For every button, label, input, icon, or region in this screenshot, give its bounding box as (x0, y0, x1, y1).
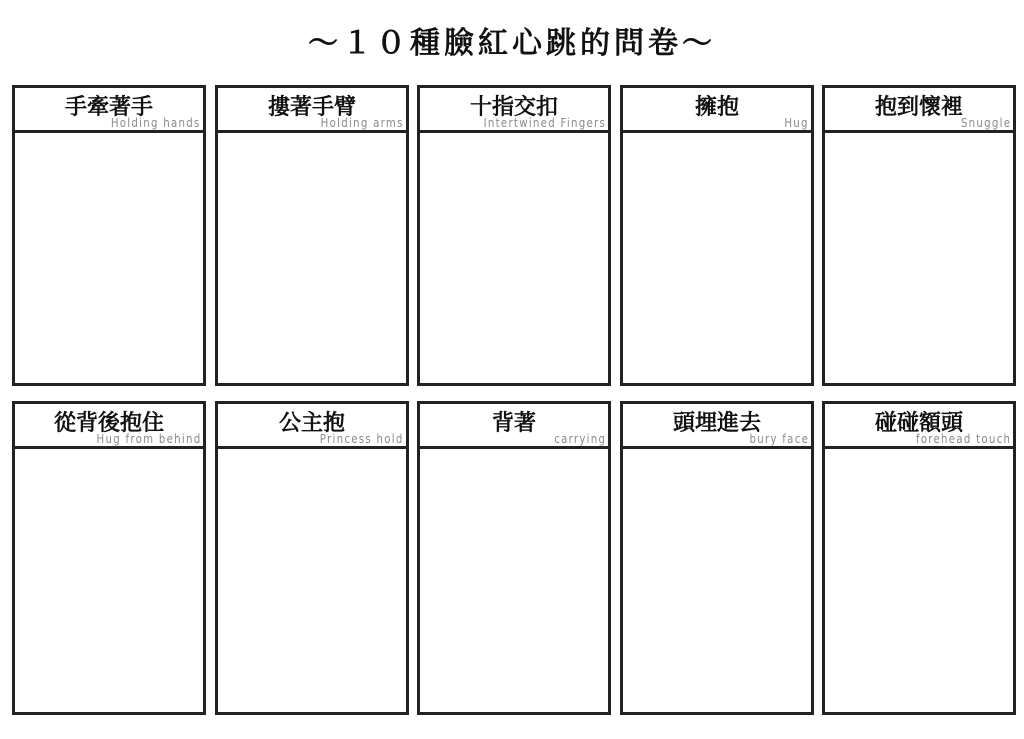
card-title: 摟著手臂 (267, 95, 356, 120)
card-subtitle: Intertwined Fingers (483, 116, 606, 130)
card-subtitle: forehead touch (915, 432, 1011, 446)
drawing-area (825, 449, 1013, 712)
card-subtitle: Hug (784, 116, 809, 130)
card-title: 抱到懷裡 (874, 95, 963, 120)
drawing-area (15, 133, 203, 383)
card-header (15, 88, 203, 133)
card-header (420, 88, 608, 133)
drawing-area (825, 133, 1013, 383)
card-header (825, 88, 1013, 133)
card-bury-face (620, 401, 814, 715)
card-forehead-touch (822, 401, 1016, 715)
drawing-area (218, 133, 406, 383)
drawing-area (420, 133, 608, 383)
card-header (420, 404, 608, 449)
card-subtitle: Princess hold (320, 432, 404, 446)
card-header (15, 404, 203, 449)
card-carrying (417, 401, 611, 715)
card-hug (620, 85, 814, 386)
card-title: 擁抱 (694, 95, 739, 120)
card-subtitle: Hug from behind (96, 432, 201, 446)
card-title: 從背後抱住 (53, 411, 164, 436)
card-subtitle: carrying (553, 432, 606, 446)
card-holding-arms (215, 85, 409, 386)
card-title: 公主抱 (278, 411, 345, 436)
card-snuggle (822, 85, 1016, 386)
card-subtitle: Snuggle (960, 116, 1011, 130)
card-header (825, 404, 1013, 449)
card-subtitle: bury face (749, 432, 809, 446)
card-hug-from-behind (12, 401, 206, 715)
card-subtitle: Holding arms (320, 116, 404, 130)
card-title: 十指交扣 (469, 95, 558, 120)
drawing-area (420, 449, 608, 712)
card-title: 背著 (491, 411, 536, 436)
card-header (623, 404, 811, 449)
card-holding-hands (12, 85, 206, 386)
card-title: 碰碰額頭 (874, 411, 963, 436)
card-header (218, 88, 406, 133)
card-header (623, 88, 811, 133)
drawing-area (623, 449, 811, 712)
card-title: 頭埋進去 (672, 411, 761, 436)
card-header (218, 404, 406, 449)
drawing-area (218, 449, 406, 712)
card-subtitle: Holding hands (111, 116, 201, 130)
page-title: ～１０種臉紅心跳的問卷～ (308, 26, 716, 61)
drawing-area (15, 449, 203, 712)
card-intertwined-fingers (417, 85, 611, 386)
card-princess-hold (215, 401, 409, 715)
card-title: 手牽著手 (64, 95, 153, 120)
drawing-area (623, 133, 811, 383)
